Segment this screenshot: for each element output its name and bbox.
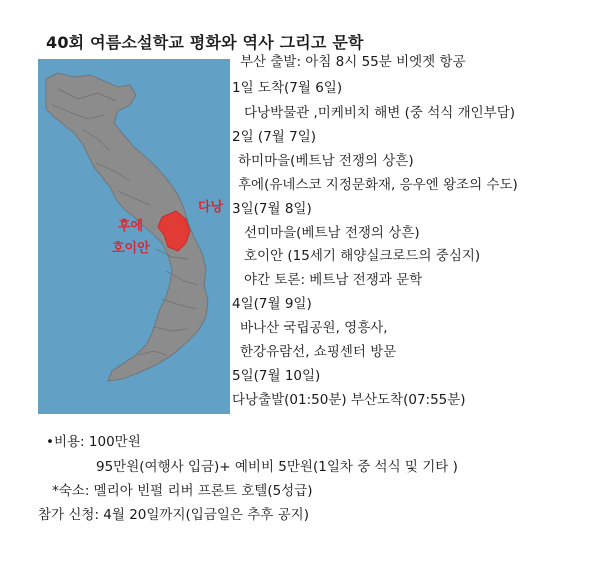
itinerary-item: 바나산 국립공원, 영흥사,: [240, 320, 388, 336]
itinerary-day2: 2일 (7월 7일): [232, 129, 317, 145]
itinerary-item: 야간 토론: 베트남 전쟁과 문학: [244, 272, 423, 288]
itinerary-day3: 3일(7월 8일): [232, 201, 312, 217]
itinerary-item: 한강유람선, 쇼핑센터 방문: [240, 344, 397, 360]
itinerary-departure: 부산 출발: 아침 8시 55분 비엣젯 항공: [240, 54, 466, 70]
page-title: 40회 여름소설학교 평화와 역사 그리고 문학: [46, 33, 364, 52]
map-label-hoian: 호이안: [112, 241, 150, 256]
vietnam-map-image: [38, 59, 230, 414]
itinerary-item: 선미마을(베트남 전쟁의 상흔): [244, 225, 420, 241]
map-label-hue: 후에: [118, 219, 144, 234]
itinerary-item: 호이안 (15세기 해양실크로드의 중심지): [244, 248, 481, 264]
itinerary-item: 하미마을(베트남 전쟁의 상흔): [238, 153, 414, 169]
itinerary-item: 후에(유네스코 지정문화재, 응우엔 왕조의 수도): [238, 177, 518, 193]
itinerary-day1: 1일 도착(7월 6일): [232, 80, 343, 96]
map-label-danang: 다낭: [198, 200, 224, 215]
cost-line: •비용: 100만원: [46, 434, 141, 450]
itinerary-day5: 5일(7월 10일): [232, 368, 321, 384]
registration-line: 참가 신청: 4월 20일까지(입금일은 추후 공지): [38, 507, 309, 523]
cost-detail-line: 95만원(여행사 입금)+ 예비비 5만원(1일차 중 석식 및 기타 ): [96, 459, 458, 475]
itinerary-return: 다낭출발(01:50분) 부산도착(07:55분): [232, 392, 466, 408]
lodging-line: *숙소: 멜리아 빈펄 리버 프론트 호텔(5성급): [52, 483, 313, 499]
itinerary-item: 다낭박물관 ,미케비치 해변 (중 석식 개인부담): [244, 105, 516, 121]
itinerary-day4: 4일(7월 9일): [232, 296, 312, 312]
vietnam-map: [38, 59, 230, 414]
